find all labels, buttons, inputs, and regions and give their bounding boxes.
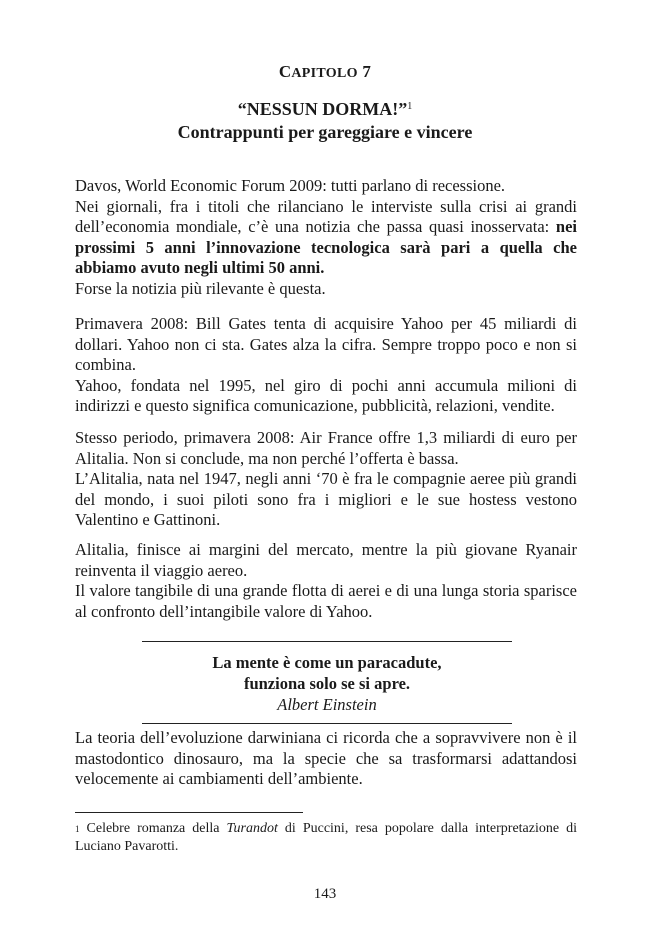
footnote-text: di Puccini, resa popolare dalla interpretazione di Luciano Pavarotti. (75, 821, 577, 854)
section-ryanair (75, 540, 577, 622)
footnote (75, 820, 577, 856)
paragraph: L’Alitalia, nata nel 1947, negli anni ‘70 è fra le compagnie aeree più grandi del mondo, i suoi piloti sono fra i migliori e le sue hostess vestono Valentino e Gattinoni. (75, 469, 577, 530)
title-main-line (0, 98, 650, 121)
quote-bottom-rule (142, 723, 512, 724)
section-darwin (75, 728, 577, 790)
footnote-divider (75, 812, 303, 813)
quote-line: funziona solo se si apre. (243, 674, 411, 693)
paragraph: Il valore tangibile di una grande flotta di aerei e di una lunga storia sparisce al confronto dell’intangibile valore di Yahoo. (75, 581, 577, 621)
quote-author: Albert Einstein (277, 695, 377, 714)
footnote-italic-text: Turandot (226, 821, 278, 836)
paragraph: Primavera 2008: Bill Gates tenta di acquisire Yahoo per 45 miliardi di dollari. Yahoo non ci sta. Gates alza la cifra. Sempre troppo poco e non si combina. (75, 314, 577, 375)
page-number: 143 (313, 886, 337, 902)
paragraph-bold-text: nei prossimi 5 anni l’innovazione tecnologica sarà pari a quella che abbiamo avuto negli ultimi 50 anni. (75, 217, 577, 278)
footnote-marker: 1 (75, 824, 80, 834)
quote-box (142, 641, 512, 724)
section-alitalia (75, 428, 577, 531)
chapter-label-rest: APITOLO (291, 66, 358, 81)
chapter-number: 7 (362, 62, 372, 81)
section-yahoo (75, 314, 577, 417)
paragraph-text: Nei giornali, fra i titoli che rilanciano le interviste sulla crisi ai grandi dell’economia mondiale, c’è una notizia che passa quasi inosservata: (75, 196, 577, 237)
title-footnote-ref: 1 (407, 101, 413, 112)
footnote-text: Celebre romanza della (79, 821, 227, 836)
paragraph: Stesso periodo, primavera 2008: Air France offre 1,3 miliardi di euro per Alitalia. Non si conclude, ma non perché l’offerta è bassa. (75, 428, 577, 468)
paragraph (75, 197, 577, 279)
paragraph: Davos, World Economic Forum 2009: tutti parlano di recessione. (75, 176, 506, 195)
chapter-label-initial: C (278, 62, 292, 81)
quote (142, 642, 512, 723)
paragraph: Forse la notizia più rilevante è questa. (75, 278, 326, 298)
paragraph: La teoria dell’evoluzione darwiniana ci ricorda che a sopravvivere non è il mastodontico dinosauro, ma la specie che sa trasformarsi adattandosi velocemente ai cambiamenti dell’ambiente. (75, 728, 577, 789)
title-subtitle: Contrappunti per gareggiare e vincere (177, 122, 473, 142)
paragraph: Alitalia, finisce ai margini del mercato, mentre la più giovane Ryanair reinventa il viaggio aereo. (75, 540, 577, 580)
chapter-title (0, 98, 650, 144)
title-main: “NESSUN DORMA!” (237, 99, 408, 119)
quote-line: La mente è come un paracadute, (212, 653, 442, 672)
chapter-label (0, 62, 650, 82)
section-davos (75, 176, 577, 300)
paragraph: Yahoo, fondata nel 1995, nel giro di pochi anni accumula milioni di indirizzi e questo significa comunicazione, pubblicità, relazioni, vendite. (75, 375, 577, 416)
